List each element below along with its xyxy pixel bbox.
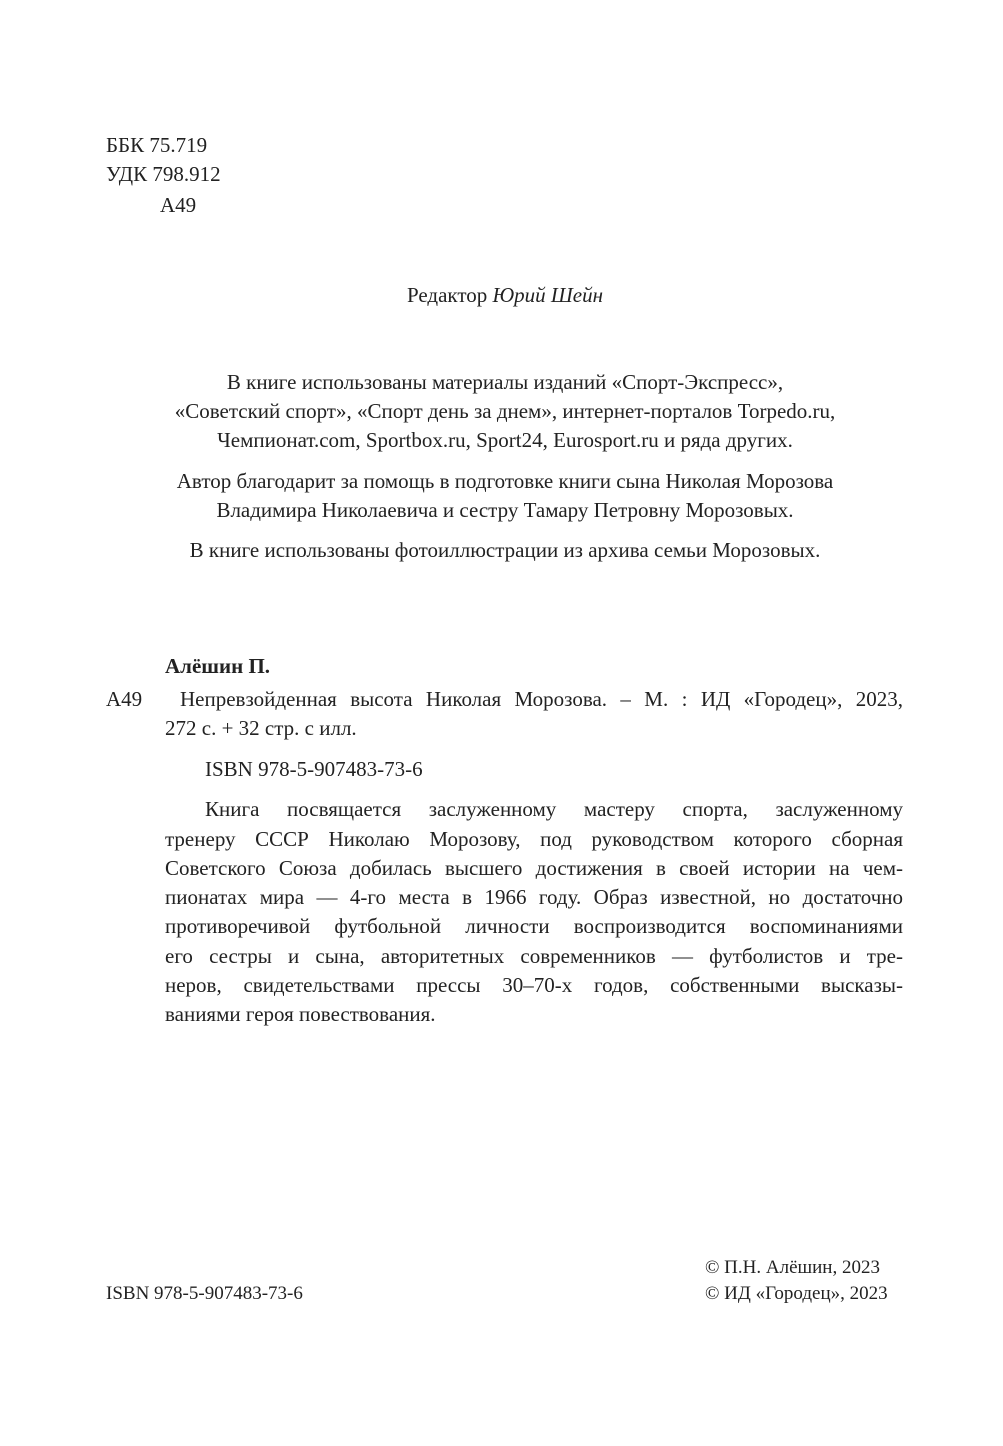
udk-code: УДК 798.912 bbox=[106, 162, 221, 186]
copyright-author: © П.Н. Алёшин, 2023 bbox=[705, 1257, 880, 1278]
thanks-line: Автор благодарит за помощь в подготовке книги сына Николая Морозова bbox=[176, 469, 834, 493]
annotation-line: ваниями героя повествования. bbox=[165, 1002, 436, 1026]
annotation-line: его сестры и сына, авторитетных современников — футболистов и тре- bbox=[165, 944, 903, 968]
record-isbn: ISBN 978-5-907483-73-6 bbox=[205, 757, 423, 781]
annotation-line: тренеру СССР Николаю Морозову, под руководством которого сборная bbox=[165, 827, 903, 851]
record-pages: 272 с. + 32 стр. с илл. bbox=[165, 716, 357, 740]
bbk-code: ББК 75.719 bbox=[106, 133, 208, 157]
copyright-publisher: © ИД «Городец», 2023 bbox=[705, 1283, 888, 1304]
materials-line: «Советский спорт», «Спорт день за днем», интернет-порталов Torpedo.ru, bbox=[174, 399, 836, 423]
annotation-line: пионатах мира — 4-го места в 1966 году. Образ известной, но достаточно bbox=[165, 885, 903, 909]
author-mark: А49 bbox=[160, 193, 197, 217]
record-title: Непревзойденная высота Николая Морозова. – М. : ИД «Городец», 2023, bbox=[180, 687, 903, 711]
annotation-line: противоречивой футбольной личности воспроизводится воспоминаниями bbox=[165, 914, 903, 938]
materials-line: В книге использованы материалы изданий «Спорт-Экспресс», bbox=[226, 370, 784, 394]
editor-name: Юрий Шейн bbox=[492, 283, 604, 307]
annotation-line: неров, свидетельствами прессы 30–70-х годов, собственными высказы- bbox=[165, 973, 903, 997]
footer-isbn: ISBN 978-5-907483-73-6 bbox=[106, 1283, 303, 1304]
editor-line bbox=[0, 285, 1003, 306]
annotation-line: Книга посвящается заслуженному мастеру спорта, заслуженному bbox=[205, 797, 903, 821]
annotation-line: Советского Союза добилась высшего достижения в своей истории на чем- bbox=[165, 856, 903, 880]
thanks-line: Владимира Николаевича и сестру Тамару Петровну Морозовых. bbox=[216, 498, 794, 522]
record-mark: А49 bbox=[106, 687, 143, 711]
record-author: Алёшин П. bbox=[165, 654, 271, 678]
editor-label: Редактор bbox=[406, 283, 488, 307]
photos-credit: В книге использованы фотоиллюстрации из архива семьи Морозовых. bbox=[189, 538, 821, 562]
materials-line: Чемпионат.com, Sportbox.ru, Sport24, Eurosport.ru и ряда других. bbox=[217, 428, 793, 452]
